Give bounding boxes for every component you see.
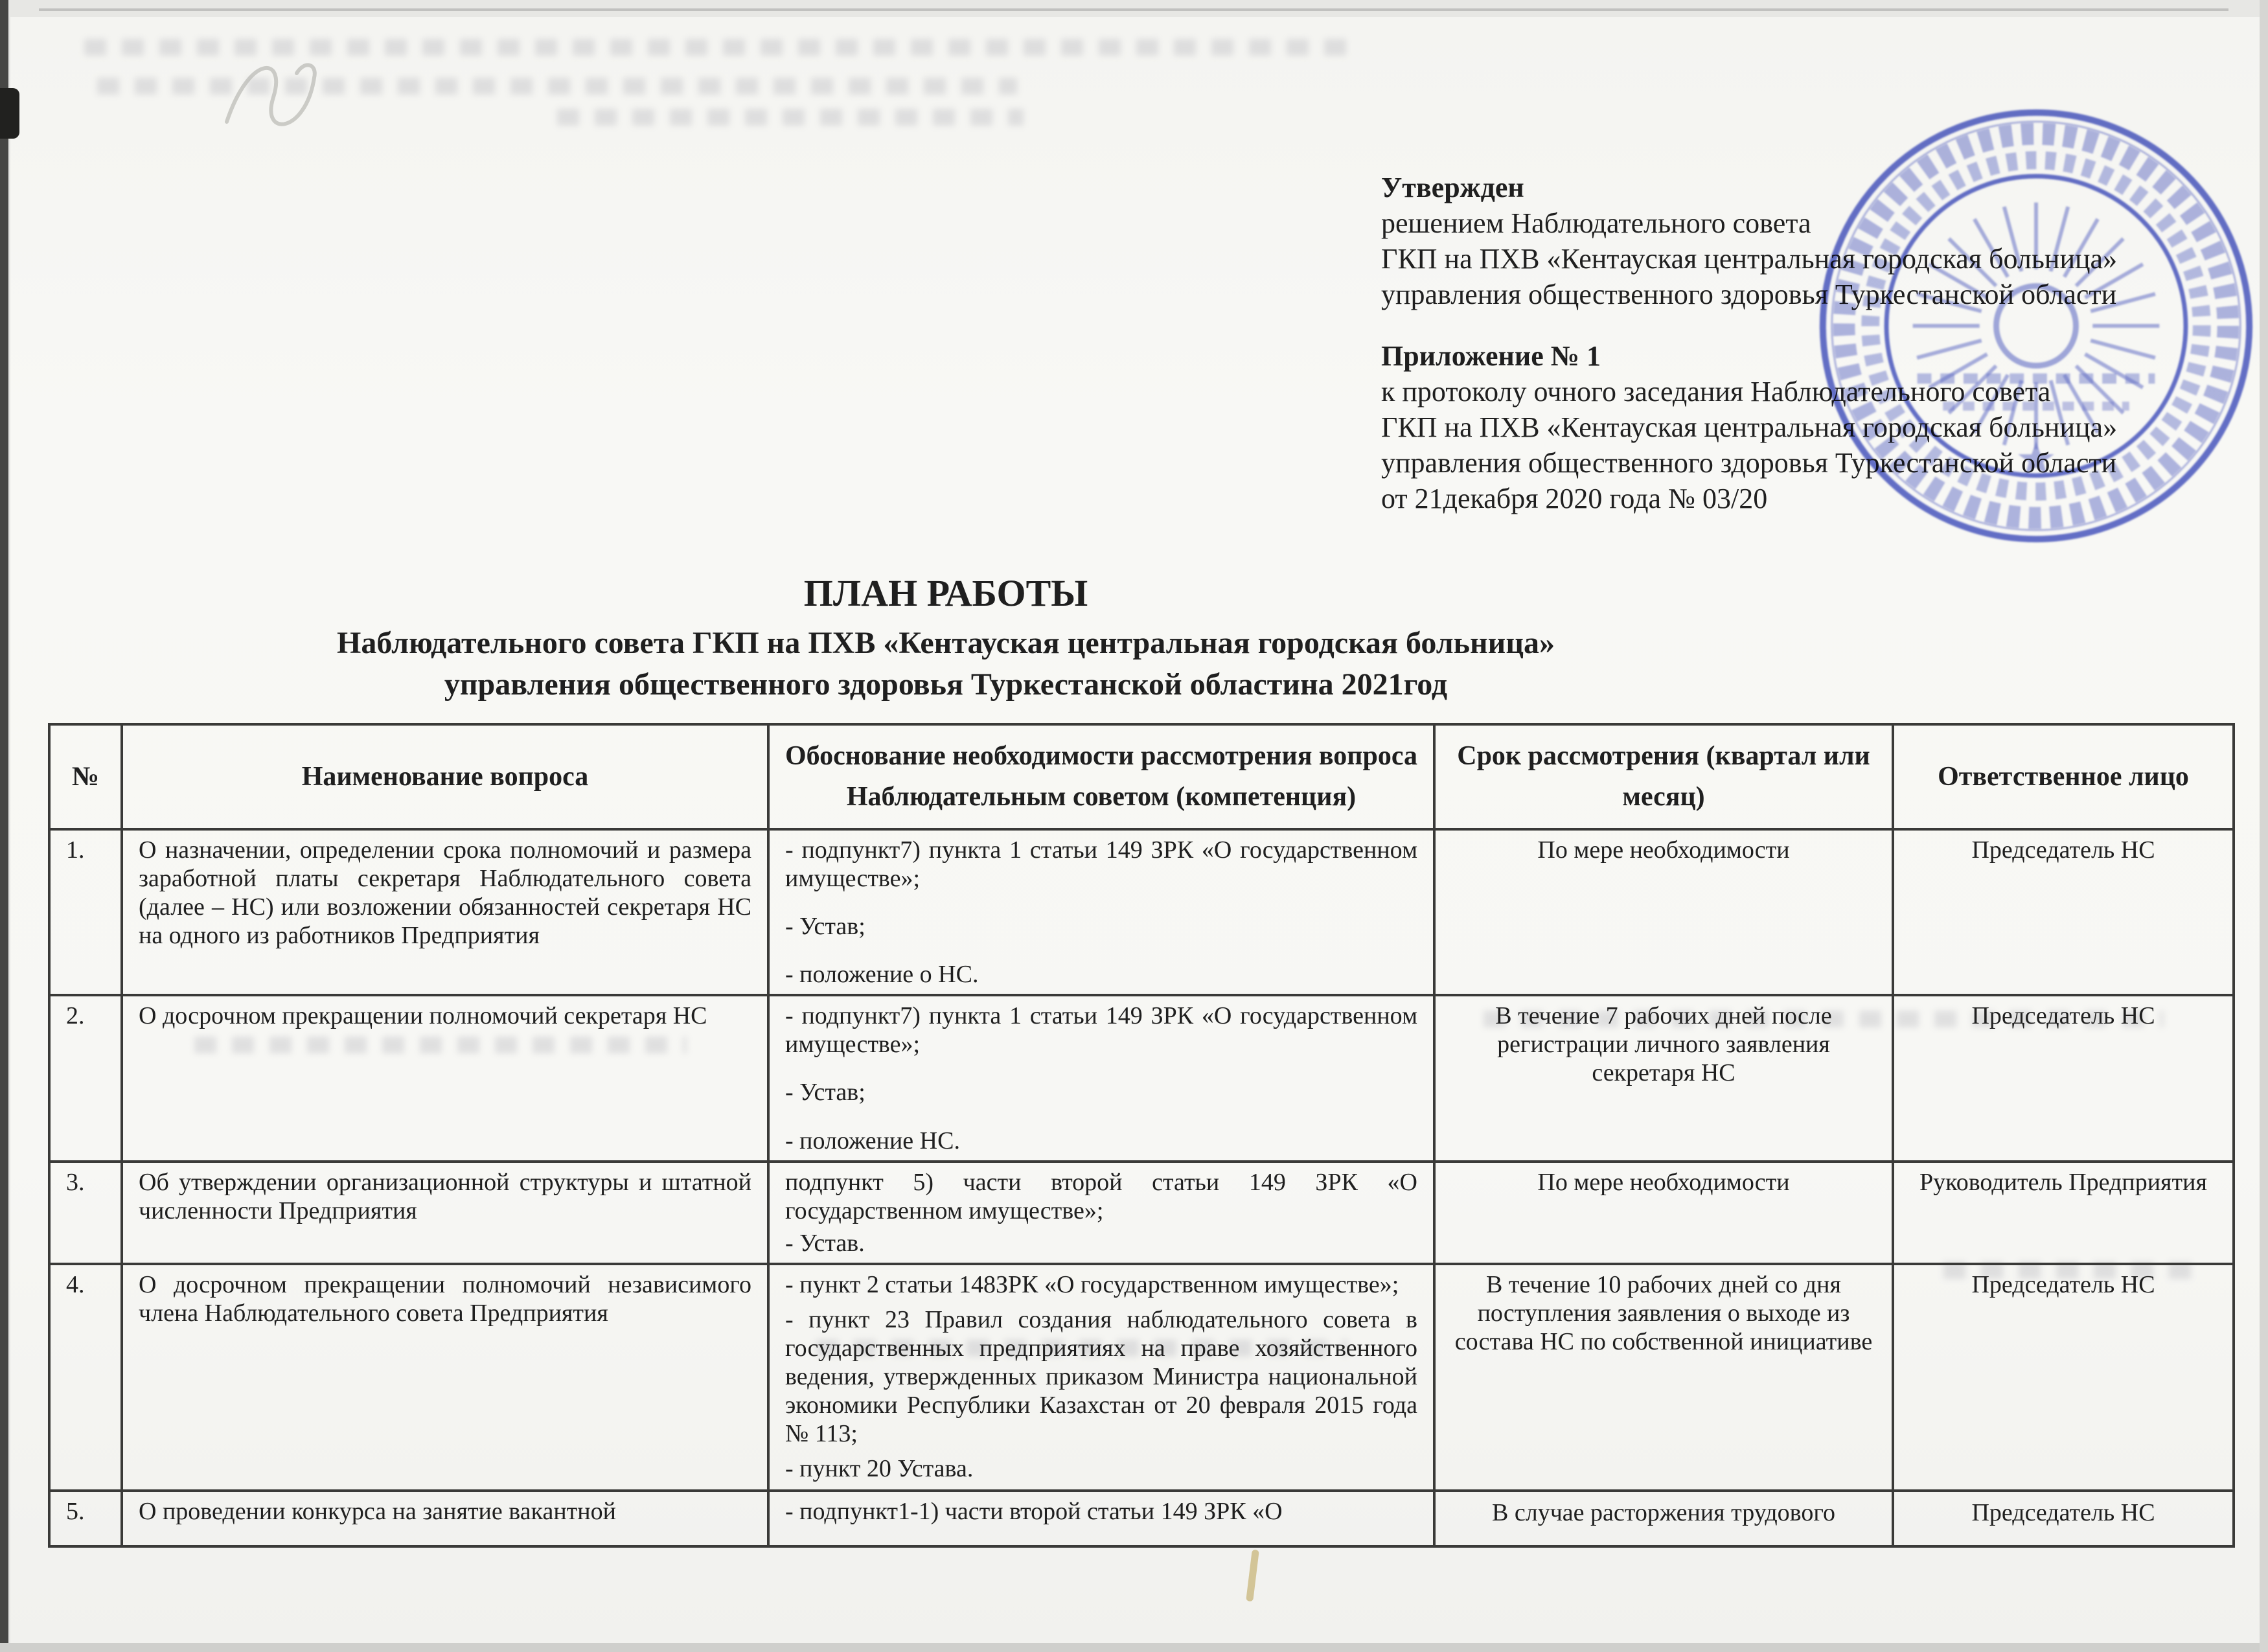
stamp-emblem-rays — [1913, 203, 2160, 450]
title-line: ПЛАН РАБОТЫ — [803, 572, 1088, 614]
justification-item: - положение НС. — [785, 1127, 960, 1154]
official-round-stamp — [1811, 101, 2261, 551]
term-cell: По мере необходимости — [1434, 1162, 1893, 1264]
question-text: О проведении конкурса на занятие вакантной — [139, 1497, 616, 1525]
scan-edge-artifact — [39, 8, 2228, 11]
bleed-through-artifact — [557, 109, 1024, 126]
justification-item: - Устав; — [785, 913, 865, 941]
appendix-title: Приложение № 1 — [1381, 340, 1601, 372]
header-cell-num: № — [49, 724, 122, 829]
header-cell-term: Срок рассмотрения (квартал или месяц) — [1434, 724, 1893, 829]
appendix-line: к протоколу очного заседания Наблюдательного совета — [1381, 376, 2051, 407]
justification-item: - пункт 23 Правил создания наблюдательного совета в государственных предприятиях на праве хозяйственного ведения, утвержденных приказом Министра национальной экономики Республики Казахстан от 20 февраля 2015 года № 113; — [785, 1305, 1417, 1448]
justification-item: подпункт 5) части второй статьи 149 ЗРК «О государственном имуществе»; — [785, 1168, 1417, 1224]
responsible-cell: Руководитель Предприятия — [1893, 1162, 2234, 1264]
justification-item: - пункт 2 статьи 148ЗРК «О государственном имуществе»; — [785, 1270, 1399, 1298]
scan-edge-artifact — [0, 1643, 2268, 1652]
question-cell: О досрочном прекращении полномочий независимого члена Наблюдательного совета Предприятия — [122, 1264, 768, 1491]
question-cell: Об утверждении организационной структуры и штатной численности Предприятия — [122, 1162, 768, 1264]
justification-item: - пункт 20 Устава. — [785, 1455, 974, 1483]
header-cell-responsible: Ответственное лицо — [1893, 724, 2234, 829]
responsible-cell: Председатель НС — [1893, 1264, 2234, 1491]
table-header-row — [49, 724, 2234, 829]
approval-line: Утвержден — [1381, 172, 1524, 203]
header-cell-justification: Обоснование необходимости рассмотрения вопроса Наблюдательным советом (компетенция) — [768, 724, 1434, 829]
scan-edge-artifact — [0, 0, 8, 1652]
approval-line: управления общественного здоровья Туркестанской области — [1381, 279, 2117, 310]
row-number — [49, 1491, 122, 1546]
title-line: Наблюдательного совета ГКП на ПХВ «Кентауская центральная городская больница» — [337, 626, 1555, 660]
table-row — [49, 1491, 2234, 1546]
justification-item: - подпункт7) пункта 1 статьи 149 ЗРК «О государственном имуществе»; — [785, 836, 1417, 893]
row-number: 2. — [49, 995, 122, 1161]
table-row — [49, 829, 2234, 995]
justification-cell — [768, 1491, 1434, 1546]
appendix-line: ГКП на ПХВ «Кентауская центральная городская больница» — [1381, 411, 2118, 443]
justification-cell — [768, 829, 1434, 995]
justification-item: - положение о НС. — [785, 961, 979, 989]
justification-cell — [768, 1162, 1434, 1264]
work-plan-table — [48, 723, 2235, 1548]
scan-edge-artifact — [0, 88, 19, 139]
table-row — [49, 1162, 2234, 1264]
justification-item: - Устав; — [785, 1079, 865, 1107]
pencil-scribble-artifact — [214, 38, 350, 167]
question-cell: О досрочном прекращении полномочий секретаря НС — [122, 995, 768, 1161]
approval-line: решением Наблюдательного совета — [1381, 207, 1811, 239]
approval-line: ГКП на ПХВ «Кентауская центральная городская больница» — [1381, 243, 2118, 275]
term-cell: В течение 7 рабочих дней после регистрации личного заявления секретаря НС — [1434, 995, 1893, 1161]
justification-item: - Устав. — [785, 1229, 865, 1257]
row-number: 4. — [49, 1264, 122, 1491]
term-cell: В течение 10 рабочих дней со дня поступления заявления о выходе из состава НС по собственной инициативе — [1434, 1264, 1893, 1491]
term-cell — [1434, 1491, 1893, 1546]
responsible-cell: Председатель НС — [1893, 829, 2234, 995]
question-cell: О назначении, определении срока полномочий и размера заработной платы секретаря Наблюдательного совета (далее – НС) или возложении обязанностей секретаря НС на одного из работников Предприятия — [122, 829, 768, 995]
responsible-text: Председатель НС — [1971, 1498, 2155, 1526]
term-cell: По мере необходимости — [1434, 829, 1893, 995]
row-number: 1. — [49, 829, 122, 995]
document-title — [26, 571, 1866, 706]
question-cell — [122, 1491, 768, 1546]
title-line: управления общественного здоровья Туркестанской областина 2021год — [444, 667, 1448, 702]
row-number: 3. — [49, 1162, 122, 1264]
justification-cell — [768, 1264, 1434, 1491]
table-row — [49, 1264, 2234, 1491]
responsible-cell — [1893, 1491, 2234, 1546]
row-number-text: 5. — [66, 1497, 85, 1525]
justification-item: - подпункт1-1) части второй статьи 149 ЗРК «О — [785, 1497, 1283, 1525]
appendix-date-number: от 21декабря 2020 года № 03/20 — [1381, 483, 1768, 514]
table-row — [49, 995, 2234, 1161]
header-cell-question: Наименование вопроса — [122, 724, 768, 829]
stamp-star — [2018, 441, 2054, 475]
responsible-cell: Председатель НС — [1893, 995, 2234, 1161]
appendix-line: управления общественного здоровья Туркестанской области — [1381, 447, 2117, 479]
justification-cell — [768, 995, 1434, 1161]
justification-item: - подпункт7) пункта 1 статьи 149 ЗРК «О государственном имуществе»; — [785, 1002, 1417, 1059]
term-text: В случае расторжения трудового — [1492, 1498, 1835, 1526]
